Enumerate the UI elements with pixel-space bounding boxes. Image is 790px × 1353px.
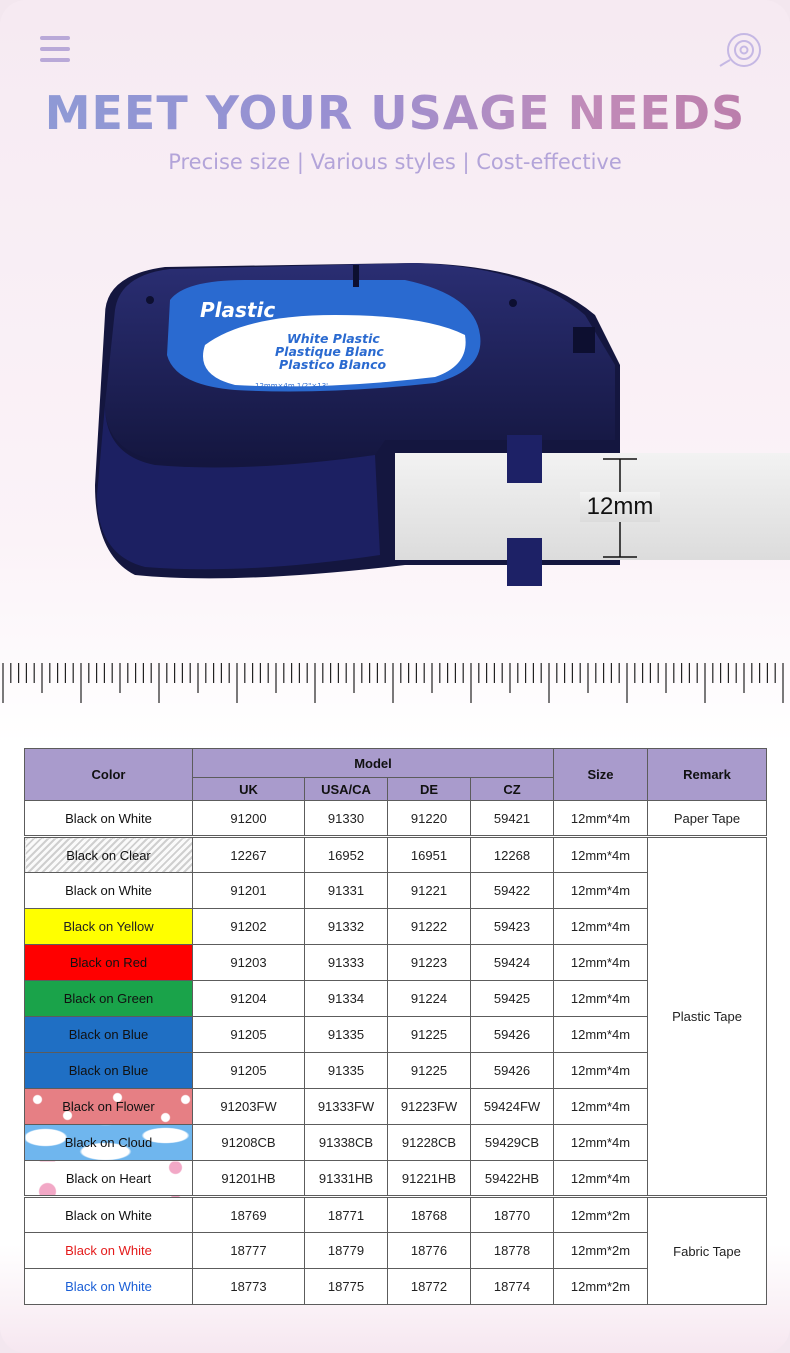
header-usa: USA/CA <box>305 778 388 801</box>
uk-cell: 91205 <box>193 1053 305 1089</box>
uk-cell: 91204 <box>193 981 305 1017</box>
color-cell: Black on Red <box>25 945 193 981</box>
header-remark: Remark <box>648 749 767 801</box>
uk-cell: 91202 <box>193 909 305 945</box>
remark-plastic: Plastic Tape <box>648 837 767 1197</box>
page-headline: MEET YOUR USAGE NEEDS <box>0 86 790 140</box>
uk-cell: 18773 <box>193 1269 305 1305</box>
size-cell: 12mm*4m <box>554 909 648 945</box>
cz-cell: 18774 <box>471 1269 554 1305</box>
label-size: 12mm×4m 1/2"×13' <box>255 382 329 390</box>
uk-cell: 91203FW <box>193 1089 305 1125</box>
color-cell: Black on White <box>25 873 193 909</box>
table-row <box>25 1197 767 1233</box>
uk-cell: 91200 <box>193 801 305 837</box>
de-cell: 91220 <box>388 801 471 837</box>
header-size: Size <box>554 749 648 801</box>
uk-cell: 12267 <box>193 837 305 873</box>
color-cell: Black on Flower <box>25 1089 193 1125</box>
de-cell: 18776 <box>388 1233 471 1269</box>
hamburger-menu-icon[interactable] <box>40 36 70 64</box>
size-cell: 12mm*4m <box>554 1089 648 1125</box>
usa-cell: 91338CB <box>305 1125 388 1161</box>
tape-cassette-image <box>75 255 790 600</box>
size-cell: 12mm*2m <box>554 1269 648 1305</box>
uk-cell: 91203 <box>193 945 305 981</box>
size-cell: 12mm*4m <box>554 945 648 981</box>
cz-cell: 59429CB <box>471 1125 554 1161</box>
header-color: Color <box>25 749 193 801</box>
usa-cell: 91333FW <box>305 1089 388 1125</box>
size-cell: 12mm*4m <box>554 1161 648 1197</box>
usa-cell: 16952 <box>305 837 388 873</box>
color-cell: Black on Cloud <box>25 1125 193 1161</box>
header-de: DE <box>388 778 471 801</box>
color-cell: Black on Yellow <box>25 909 193 945</box>
color-cell: Black on Clear <box>25 837 193 873</box>
usa-cell: 91330 <box>305 801 388 837</box>
uk-cell: 91201 <box>193 873 305 909</box>
uk-cell: 91208CB <box>193 1125 305 1161</box>
size-cell: 12mm*4m <box>554 1053 648 1089</box>
de-cell: 18768 <box>388 1197 471 1233</box>
color-cell: Black on Blue <box>25 1053 193 1089</box>
de-cell: 91223FW <box>388 1089 471 1125</box>
de-cell: 91225 <box>388 1017 471 1053</box>
cz-cell: 59422HB <box>471 1161 554 1197</box>
cz-cell: 12268 <box>471 837 554 873</box>
cz-cell: 59426 <box>471 1053 554 1089</box>
usa-cell: 91333 <box>305 945 388 981</box>
usa-cell: 91335 <box>305 1017 388 1053</box>
de-cell: 16951 <box>388 837 471 873</box>
uk-cell: 91205 <box>193 1017 305 1053</box>
de-cell: 91223 <box>388 945 471 981</box>
de-cell: 91221 <box>388 873 471 909</box>
usa-cell: 91334 <box>305 981 388 1017</box>
usa-cell: 91335 <box>305 1053 388 1089</box>
de-cell: 91222 <box>388 909 471 945</box>
size-cell: 12mm*4m <box>554 1125 648 1161</box>
header-uk: UK <box>193 778 305 801</box>
cz-cell: 59425 <box>471 981 554 1017</box>
cz-cell: 59421 <box>471 801 554 837</box>
spec-table <box>24 748 767 1305</box>
size-cell: 12mm*4m <box>554 801 648 837</box>
header-cz: CZ <box>471 778 554 801</box>
table-row <box>25 801 767 837</box>
cz-cell: 59422 <box>471 873 554 909</box>
size-cell: 12mm*2m <box>554 1233 648 1269</box>
cz-cell: 59423 <box>471 909 554 945</box>
label-line1: White Plastic <box>287 331 380 346</box>
de-cell: 91221HB <box>388 1161 471 1197</box>
page-subline: Precise size | Various styles | Cost-effective <box>168 150 622 174</box>
remark-fabric: Fabric Tape <box>648 1197 767 1305</box>
size-cell: 12mm*2m <box>554 1197 648 1233</box>
de-cell: 91225 <box>388 1053 471 1089</box>
cz-cell: 59424 <box>471 945 554 981</box>
cz-cell: 18778 <box>471 1233 554 1269</box>
remark-paper: Paper Tape <box>648 801 767 837</box>
table-row <box>25 837 767 873</box>
tape-width-label: 12mm <box>586 493 654 520</box>
uk-cell: 91201HB <box>193 1161 305 1197</box>
color-cell: Black on Blue <box>25 1017 193 1053</box>
de-cell: 18772 <box>388 1269 471 1305</box>
cz-cell: 59424FW <box>471 1089 554 1125</box>
color-cell: Black on White <box>25 1197 193 1233</box>
color-cell: Black on White <box>25 1269 193 1305</box>
size-cell: 12mm*4m <box>554 1017 648 1053</box>
cz-cell: 59426 <box>471 1017 554 1053</box>
de-cell: 91228CB <box>388 1125 471 1161</box>
label-line3: Plastico Blanco <box>279 357 387 372</box>
usa-cell: 18771 <box>305 1197 388 1233</box>
uk-cell: 18777 <box>193 1233 305 1269</box>
label-line2: Plastique Blanc <box>275 344 384 359</box>
ruler-graphic <box>0 655 790 710</box>
color-cell: Black on Heart <box>25 1161 193 1197</box>
uk-cell: 18769 <box>193 1197 305 1233</box>
size-cell: 12mm*4m <box>554 873 648 909</box>
size-cell: 12mm*4m <box>554 981 648 1017</box>
usa-cell: 18779 <box>305 1233 388 1269</box>
color-cell: Black on Green <box>25 981 193 1017</box>
usa-cell: 91331HB <box>305 1161 388 1197</box>
usa-cell: 91332 <box>305 909 388 945</box>
color-cell: Black on White <box>25 1233 193 1269</box>
usa-cell: 18775 <box>305 1269 388 1305</box>
header-model: Model <box>193 749 554 778</box>
color-cell: Black on White <box>25 801 193 837</box>
size-cell: 12mm*4m <box>554 837 648 873</box>
label-title: Plastic <box>200 298 276 322</box>
de-cell: 91224 <box>388 981 471 1017</box>
cz-cell: 18770 <box>471 1197 554 1233</box>
tape-roll-logo-icon[interactable] <box>718 30 762 70</box>
usa-cell: 91331 <box>305 873 388 909</box>
